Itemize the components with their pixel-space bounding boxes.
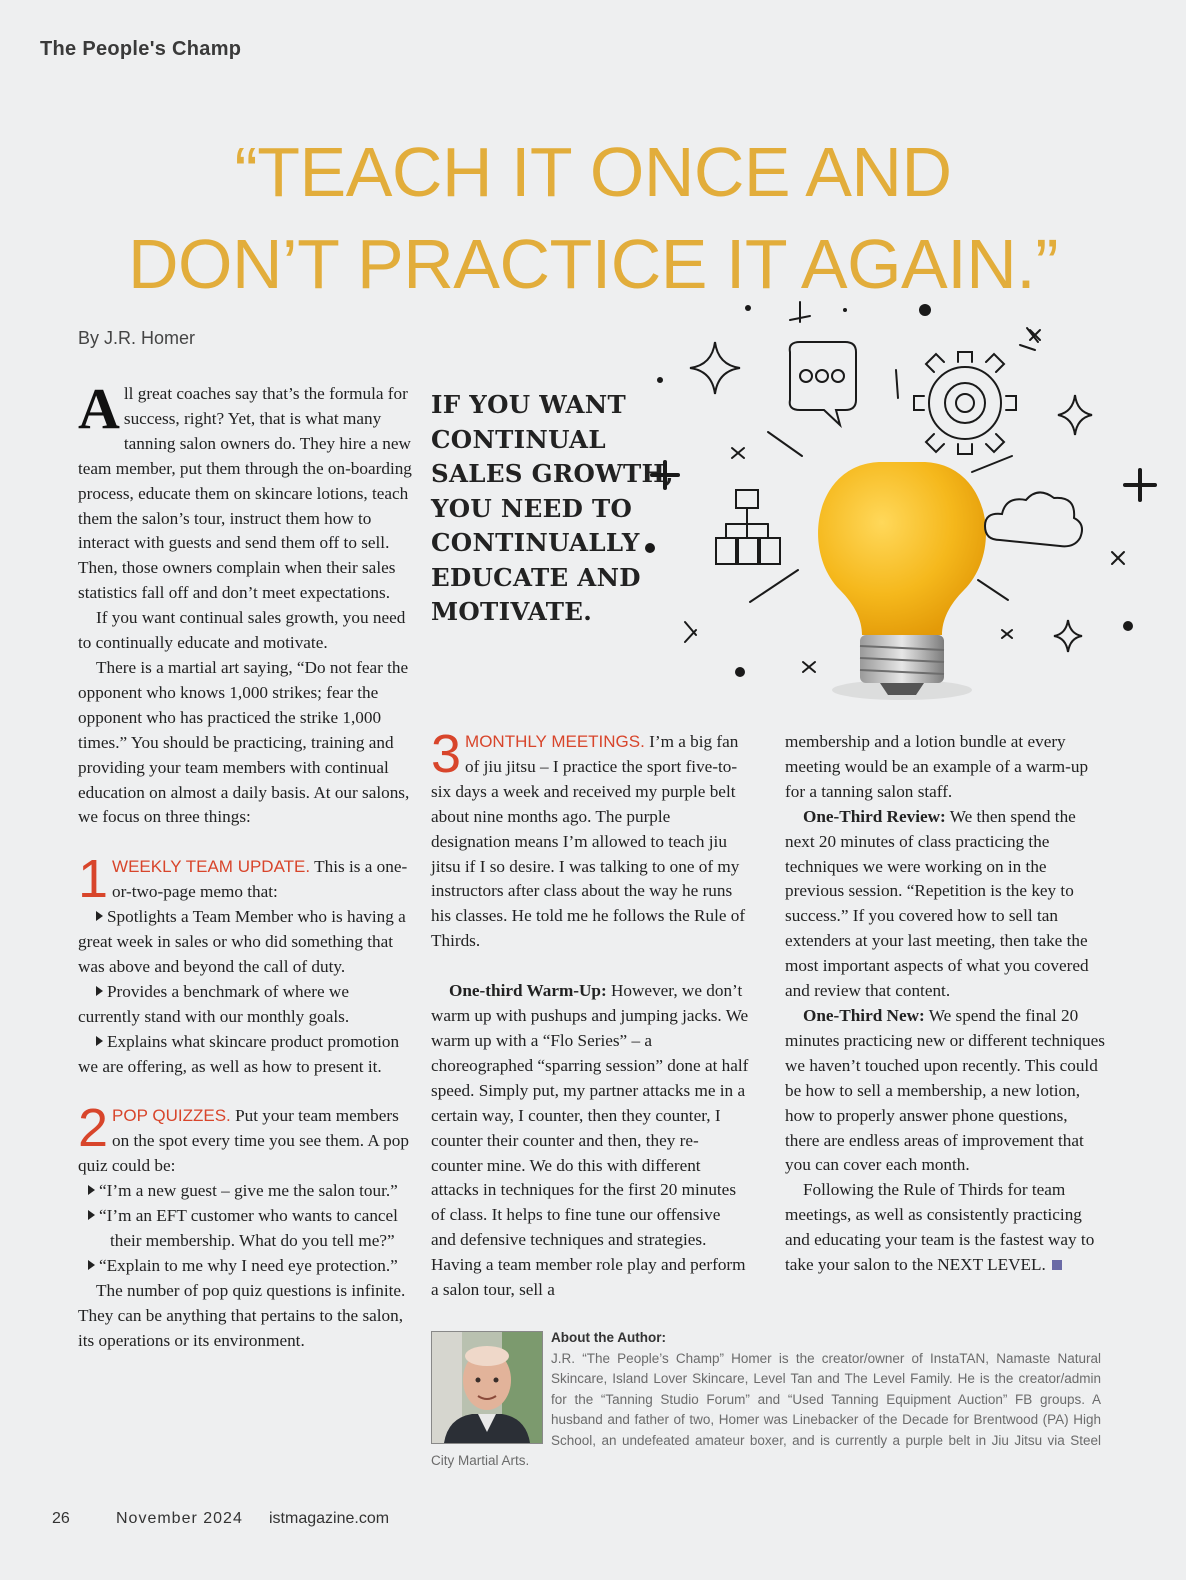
paragraph: membership and a lotion bundle at every meeting would be an example of a warm-up for a tanning salon staff. [785, 732, 1089, 801]
section-monthly-meetings: 3 MONTHLY MEETINGS. I’m a big fan of jiu jitsu – I practice the sport five-to-six days a week and received my purple belt about nine months ago. The purple designation means I’m allowed to teach jiu jitsu if I so desire. I was talking to one of my instructors after class about the way he runs his classes. He told me he follows the Rule of Thirds. [431, 724, 746, 951]
list-item: Spotlights a Team Member who is having a great week in sales or who did something that was above and beyond the call of duty. [78, 907, 406, 976]
byline: By J.R. Homer [78, 328, 196, 348]
triangle-bullet-icon [88, 1210, 95, 1220]
run-in-heading: One-third Warm-Up: [449, 981, 607, 1001]
speech-bubble-icon [790, 342, 856, 425]
section-heading: WEEKLY TEAM UPDATE. [112, 857, 311, 877]
section-pop-quizzes: 2 POP QUIZZES. Put your team members on the spot every time you see them. A pop quiz could be: [78, 1098, 409, 1176]
drop-cap: A [78, 376, 120, 441]
list-item: “I’m an EFT customer who wants to cancel their membership. What do you tell me?” [78, 1204, 412, 1254]
org-chart-icon [716, 490, 780, 564]
author-bio: J.R. “The People’s Champ” Homer is the creator/owner of InstaTAN, Namaste Natural Skincare, Island Lover Skincare, Level Tan and The Level Family. He is the creator/admin for the “Tanning Studio Forum” and “Used Tanning Equipment Auction” FB groups. A husband and father of two, Homer was Linebacker of the Decade for Brentwood (PA) High School, an undefeated amateur boxer, and is currently a purple belt in Jiu Jitsu via Steel City Martial Arts. [431, 1351, 1101, 1469]
paragraph: If you want continual sales growth, you need to continually educate and motivate. [78, 608, 406, 653]
triangle-bullet-icon [88, 1185, 95, 1195]
column-1 [78, 376, 412, 1354]
section-number: 3 [431, 724, 462, 784]
triangle-bullet-icon [96, 1036, 103, 1046]
paragraph: Following the Rule of Thirds for team meetings, as well as consistently practicing and educating your team is the fastest way to take your salon to the NEXT LEVEL. [785, 1180, 1095, 1275]
paragraph: One-third Warm-Up: However, we don’t warm up with pushups and jumping jacks. We warm up with a “Flo Series” – a choreographed “sparring session” done at half speed. Simply put, my partner attacks me in a certain way, I counter, then they counter, I counter their counter and then, they re-counter mine. We do this with different attacks in techniques for the first 20 minutes of class. It helps to fine tune our offensive and defensive techniques and strategies. Having a team member role play and perform a salon tour, sell a [431, 981, 749, 1300]
pull-quote: IF YOU WANT CONTINUAL SALES GROWTH, YOU NEED TO CONTINUALLY EDUCATE AND MOTIVATE. [431, 390, 674, 626]
author-title: About the Author: [551, 1330, 666, 1345]
website: istmagazine.com [269, 1510, 390, 1527]
photo-spacer [431, 1349, 551, 1451]
column-3 [785, 730, 1105, 1278]
section-tag: The People's Champ [40, 38, 242, 60]
paragraph: One-Third New: We spend the final 20 minutes practicing new or different techniques we haven’t touched upon recently. This could be how to sell a membership, a new lotion, how to properly answer phone questions, there are endless areas of improvement that you can cover each month. [785, 1005, 1105, 1175]
headline-line-2: DON’T PRACTICE IT AGAIN.” [127, 225, 1059, 303]
paragraph: There is a martial art saying, “Do not fear the opponent who knows 1,000 strikes; fear the opponent who has practiced the strike 1,000 times.” You should be practicing, training and providing your team members with continual education on almost a daily basis. At our salons, we focus on three things: [78, 657, 410, 827]
issue-date: November 2024 [116, 1510, 243, 1527]
paragraph: The number of pop quiz questions is infinite. They can be anything that pertains to the salon, its operations or its environment. [78, 1280, 406, 1350]
intro-paragraph: All great coaches say that’s the formula for success, right? Yet, that is what many tanning salon owners do. They hire a new team member, put them through the on-boarding process, educate them on skincare lotions, teach them the salon’s tour, instruct them how to interact with guests and send them off to sell. Then, those owners complain when their sales statistics fall off and don’t meet expectations. [78, 376, 412, 603]
headline [60, 126, 1126, 310]
section-weekly-team-update: 1 WEEKLY TEAM UPDATE. This is a one-or-two-page memo that: [78, 849, 408, 910]
page-number: 26 [52, 1510, 70, 1527]
section-heading: POP QUIZZES. [112, 1106, 231, 1126]
lightbulb-illustration [640, 290, 1160, 720]
lightbulb-icon [818, 462, 986, 695]
list-item: “I’m a new guest – give me the salon tour.” [78, 1179, 412, 1204]
section-heading: MONTHLY MEETINGS. [465, 732, 645, 751]
headline-line-1: “TEACH IT ONCE AND [234, 133, 952, 211]
section-number: 1 [78, 849, 109, 910]
column-2 [431, 724, 749, 1303]
gear-icon [914, 352, 1016, 454]
triangle-bullet-icon [96, 986, 103, 996]
triangle-bullet-icon [96, 911, 103, 921]
list-item: “Explain to me why I need eye protection.” [78, 1254, 412, 1279]
run-in-heading: One-Third Review: [803, 806, 946, 826]
triangle-bullet-icon [88, 1260, 95, 1270]
end-mark-icon [1052, 1260, 1062, 1270]
paragraph: One-Third Review: We then spend the next 20 minutes of class practicing the techniques we were working on in the previous session. “Repetition is the key to success.” If you covered how to sell tan extenders at your last meeting, then take the most important aspects of what you covered and review that content. [785, 806, 1089, 1001]
section-number: 2 [78, 1098, 109, 1159]
cloud-icon [985, 492, 1082, 546]
run-in-heading: One-Third New: [803, 1005, 925, 1025]
list-item: Provides a benchmark of where we currently stand with our monthly goals. [78, 981, 350, 1026]
list-item: Explains what skincare product promotion we are offering, as well as how to present it. [78, 1031, 400, 1076]
